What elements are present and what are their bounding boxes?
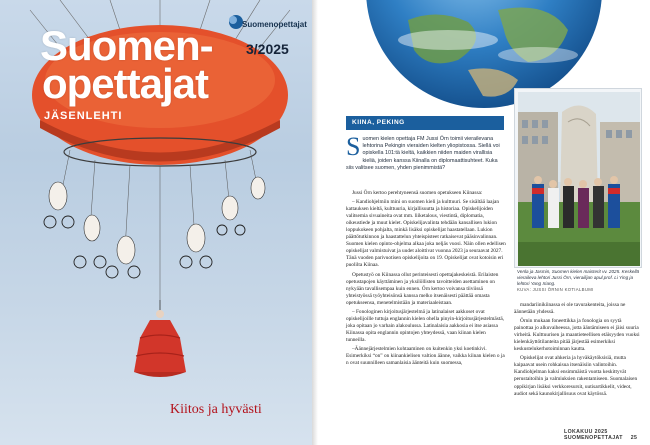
paragraph: Opetustyö on Kiinassa ollut perinteisesti opettajakeskeistä. Erilaisten opetustapojen käyttäminen ja yksilöllisten tavoitteiden asettaminen on nykyään tavallisempaa kuin ennen. Örn kertoo voivansa tiiviissä yhteistyössä työyhteisönsä kanssa melko itsenäisesti päättää omasta opetukseensa, menetelmistään ja materiaaleistaan. xyxy=(346,271,499,306)
paragraph: mandariinikiinassa ei ole tavurakenteita, joissa ne äännetään yhdessä. xyxy=(514,302,626,316)
cover-masthead-line1: Suomen- xyxy=(40,22,213,69)
paragraph: Örnin mukaan foneettikka ja fonologia on syytä painottaa jo alkuvaiheessa, jotta ääntämiseen ei jäisi suuria virheitä. Kulttuurisen ja maantieteellisen etäisyyden vuoksi kielenkäyttötilanteita pitää järjestää esimerkiksi keskustelukerhotoiminnan kautta. xyxy=(514,318,640,353)
cover-issue-number: 3/2025 xyxy=(246,41,289,57)
body-column-left xyxy=(346,190,506,369)
red-dress xyxy=(134,320,186,372)
article-photo xyxy=(514,88,642,268)
footer-issue: LOKAKUU 2025 xyxy=(564,429,608,435)
paragraph: Jussi Örn kertoo perehtyneensä suomen opetukseen Kiinassa: xyxy=(352,190,483,196)
footer-magazine: SUOMENOPETTAJAT xyxy=(564,435,623,441)
cover-farewell-headline: Kiitos ja hyvästi xyxy=(170,402,262,417)
photo-credit: KUVA: JUSSI ÖRNIN KOTIALBUMI xyxy=(517,287,594,292)
paragraph: Opiskelijat ovat ahkeria ja hyväkäytöksisiä, mutta kaipaavat usein rohkaisua itsenäisiin valintoihin. Kandiohjelman kaksi ensimmäistä vuotta keskittyvät perustaitoihin ja valmiuksien rakentamiseen. Suomalaisen oppikirjan lisäksi verkkoresursit, uutisartikkelit, videot, audiot sekä kaunokirjallisuus ovat käytössä. xyxy=(514,355,638,397)
intro-text: uomen kielen opettaja FM Jussi Örn toimii vierailevana lehtorina Pekingin vieraiden kielten yliopistossa. Siellä voi opiskella 101:tä kieltä, kaikkien niiden maiden virallisia kieliä, joiden kanssa Kiinalla on diplomaattisuhteet. Kuka siis valitsee suomen, yhden pienimmistä? xyxy=(346,136,500,171)
paragraph: – Fonologinen kirjoitusjärjestelmä ja latinalaiset aakkoset ovat opiskelijoille tuttuja englannin kielen ohella pinyin-kirjoitusjärjestelmästä, joka opitaan jo varhain alakoulussa. Latinalaisia aakkosia ei itse asiassa Kiinassa opita englannin opintojen yhteydessä, vaan kiinan kielen tunneilla. xyxy=(346,308,504,343)
page-footer xyxy=(564,429,650,441)
paragraph: – Kandiohjelmiin mini on suomen kieli ja kulttuuri. Se sisältää laajan kattauksen kieltä, kulttuuria, kirjallisuutta ja historiaa. Opiskelijoiden valitsemia sivuaineita ovat mm. liiketalous, viestintä, diplomatia, oikeustiede ja muut kielet. Opiskelijavalinta tehdään kansallisen lukion loppukokeen pohjalta, minkä lisäksi opiskelijat haastatellaan. Lukion päättötutkinnon ja haastattelun yhteispisteet ratkaisevat pääsinvalinnan. Suomen kielen opinto-ohjelma alkaa joka neljäs vuosi. Näin ollen edellisen opiskelijat valmistuivat ja uudet aloittivat vuonna 2023 ja seuraavat 2027. Tänä vuoden parivuotisen opiskelijoita on 19. Opiskelijat ovat kotoisin eri puolilta Kiinaa. xyxy=(346,199,506,269)
cover-masthead-line2: opettajat xyxy=(42,60,209,107)
paragraph: –Äännejärjestelmien kohtaaminen on kuitenkin yksi koetinkivi. Esimerkiksi “on” on kiinankielisen valtion äänne, vaikka kiinan kielen o ja n ovat suunnilleen samanlaisia äänteitä kuin suomessa, xyxy=(346,345,505,367)
magazine-cover xyxy=(0,0,312,445)
article-intro xyxy=(346,132,506,172)
article-page xyxy=(318,0,650,445)
photo-caption: Venla ja Jasmin, Suomen kielen maisterit vv. 2025. Keskellä vieraileva lehtori Jussi Örn, vierailijan apul.prof. Li Ying ja lehtori Yang Xiang. xyxy=(517,269,640,286)
section-heading: KIINA, PEKING xyxy=(346,116,504,130)
cover-subtitle: JÄSENLEHTI xyxy=(44,110,123,122)
page-number: 25 xyxy=(630,435,638,441)
cover-logo-text: Suomenopettajat xyxy=(242,20,307,29)
drop-cap: S xyxy=(346,132,361,161)
body-column-right xyxy=(514,302,642,400)
